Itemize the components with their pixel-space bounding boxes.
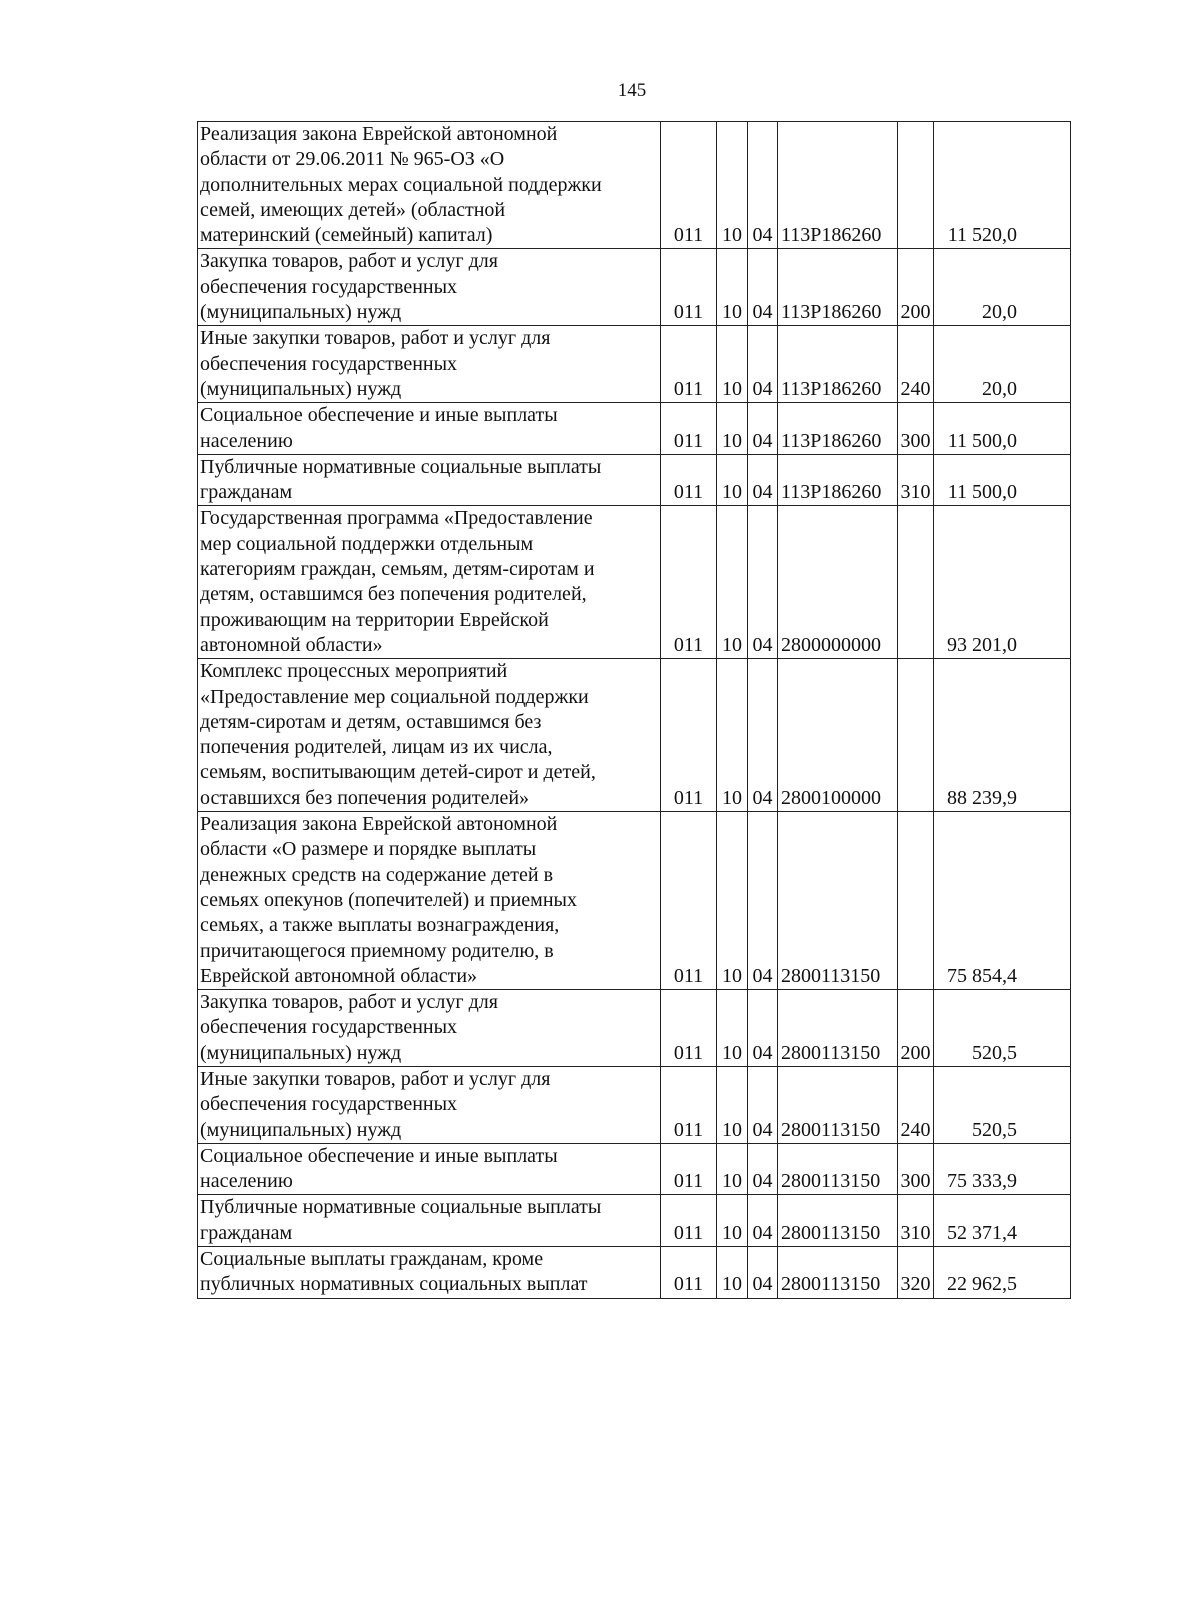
cell-section: 10 xyxy=(717,1143,748,1195)
cell-subsection: 04 xyxy=(748,506,778,659)
name-line: дополнительных мерах социальной поддержки xyxy=(200,173,602,196)
cell-ved-code: 011 xyxy=(661,506,717,659)
cell-amount: 93 201,0 xyxy=(934,506,1071,659)
cell-subsection: 04 xyxy=(748,1143,778,1195)
cell-expense-type: 240 xyxy=(898,1066,934,1143)
table-row xyxy=(198,1195,1071,1247)
cell-expense-type: 200 xyxy=(898,249,934,326)
cell-ved-code: 011 xyxy=(661,659,717,812)
name-line: Комплекс процессных мероприятий xyxy=(200,660,508,683)
name-line: проживающим на территории Еврейской xyxy=(200,608,549,631)
cell-name xyxy=(198,659,661,812)
cell-amount: 88 239,9 xyxy=(934,659,1071,812)
cell-name xyxy=(198,122,661,249)
name-line: Публичные нормативные социальные выплаты xyxy=(200,455,602,478)
name-line: обеспечения государственных xyxy=(200,1093,458,1116)
cell-subsection: 04 xyxy=(748,403,778,455)
name-line: Социальное обеспечение и иные выплаты xyxy=(200,1144,558,1167)
cell-section: 10 xyxy=(717,454,748,506)
name-line: попечения родителей, лицам из их числа, xyxy=(200,736,553,759)
cell-name xyxy=(198,812,661,990)
table-row xyxy=(198,249,1071,326)
cell-name xyxy=(198,403,661,455)
cell-target-article: 2800000000 xyxy=(778,506,898,659)
cell-subsection: 04 xyxy=(748,1195,778,1247)
name-line: обеспечения государственных xyxy=(200,352,458,375)
cell-amount: 520,5 xyxy=(934,1066,1071,1143)
cell-subsection: 04 xyxy=(748,1247,778,1299)
cell-subsection: 04 xyxy=(748,249,778,326)
cell-section: 10 xyxy=(717,326,748,403)
table-row xyxy=(198,1143,1071,1195)
cell-amount: 20,0 xyxy=(934,249,1071,326)
cell-name xyxy=(198,1143,661,1195)
name-line: детям, оставшимся без попечения родителей, xyxy=(200,583,587,606)
cell-section: 10 xyxy=(717,1247,748,1299)
name-line: семьям, воспитывающим детей-сирот и детей, xyxy=(200,761,596,784)
cell-ved-code: 011 xyxy=(661,812,717,990)
cell-target-article: 113P186260 xyxy=(778,122,898,249)
cell-target-article: 113P186260 xyxy=(778,403,898,455)
name-line: мер социальной поддержки отдельным xyxy=(200,532,534,555)
cell-ved-code: 011 xyxy=(661,326,717,403)
cell-expense-type: 310 xyxy=(898,454,934,506)
cell-ved-code: 011 xyxy=(661,249,717,326)
cell-target-article: 2800113150 xyxy=(778,1247,898,1299)
name-line: Реализация закона Еврейской автономной xyxy=(200,813,558,836)
name-line: обеспечения государственных xyxy=(200,275,458,298)
cell-name xyxy=(198,326,661,403)
cell-expense-type xyxy=(898,122,934,249)
cell-name xyxy=(198,506,661,659)
name-line: области от 29.06.2011 № 965-ОЗ «О xyxy=(200,148,505,171)
cell-ved-code: 011 xyxy=(661,1143,717,1195)
cell-expense-type: 310 xyxy=(898,1195,934,1247)
cell-ved-code: 011 xyxy=(661,122,717,249)
cell-expense-type: 320 xyxy=(898,1247,934,1299)
name-line: семьях опекунов (попечителей) и приемных xyxy=(200,888,577,911)
cell-section: 10 xyxy=(717,1195,748,1247)
cell-target-article: 113P186260 xyxy=(778,249,898,326)
cell-target-article: 113P186260 xyxy=(778,454,898,506)
table-row xyxy=(198,812,1071,990)
name-line: детям-сиротам и детям, оставшимся без xyxy=(200,710,542,733)
cell-target-article: 2800100000 xyxy=(778,659,898,812)
cell-section: 10 xyxy=(717,812,748,990)
name-line: Государственная программа «Предоставление xyxy=(200,507,593,530)
cell-amount: 22 962,5 xyxy=(934,1247,1071,1299)
cell-section: 10 xyxy=(717,1066,748,1143)
cell-ved-code: 011 xyxy=(661,1066,717,1143)
cell-amount: 520,5 xyxy=(934,990,1071,1067)
cell-subsection: 04 xyxy=(748,122,778,249)
cell-expense-type xyxy=(898,506,934,659)
name-line: области «О размере и порядке выплаты xyxy=(200,838,537,861)
name-line: гражданам xyxy=(200,1221,293,1244)
name-line: Реализация закона Еврейской автономной xyxy=(200,123,558,145)
table-row xyxy=(198,506,1071,659)
name-line: Публичные нормативные социальные выплаты xyxy=(200,1196,602,1219)
cell-subsection: 04 xyxy=(748,812,778,990)
cell-target-article: 113P186260 xyxy=(778,326,898,403)
name-line: «Предоставление мер социальной поддержки xyxy=(200,685,589,708)
name-line: Закупка товаров, работ и услуг для xyxy=(200,991,498,1014)
cell-section: 10 xyxy=(717,122,748,249)
table-row xyxy=(198,1247,1071,1299)
cell-amount: 11 520,0 xyxy=(934,122,1071,249)
cell-name xyxy=(198,1247,661,1299)
cell-name xyxy=(198,454,661,506)
cell-section: 10 xyxy=(717,249,748,326)
cell-subsection: 04 xyxy=(748,659,778,812)
cell-ved-code: 011 xyxy=(661,1247,717,1299)
cell-section: 10 xyxy=(717,403,748,455)
cell-ved-code: 011 xyxy=(661,403,717,455)
cell-subsection: 04 xyxy=(748,326,778,403)
table-body xyxy=(198,122,1071,1299)
name-line: материнский (семейный) капитал) xyxy=(200,224,493,247)
name-line: (муниципальных) нужд xyxy=(200,1118,402,1141)
cell-section: 10 xyxy=(717,506,748,659)
name-line: Социальные выплаты гражданам, кроме xyxy=(200,1248,544,1271)
cell-target-article: 2800113150 xyxy=(778,990,898,1067)
name-line: обеспечения государственных xyxy=(200,1016,458,1039)
table-row xyxy=(198,403,1071,455)
cell-amount: 20,0 xyxy=(934,326,1071,403)
page-number: 145 xyxy=(617,80,647,101)
cell-name xyxy=(198,990,661,1067)
cell-subsection: 04 xyxy=(748,1066,778,1143)
cell-ved-code: 011 xyxy=(661,990,717,1067)
table-row xyxy=(198,326,1071,403)
cell-target-article: 2800113150 xyxy=(778,812,898,990)
cell-subsection: 04 xyxy=(748,990,778,1067)
table-row xyxy=(198,659,1071,812)
table-row xyxy=(198,122,1071,249)
name-line: Иные закупки товаров, работ и услуг для xyxy=(200,327,551,350)
cell-name xyxy=(198,1066,661,1143)
cell-amount: 75 854,4 xyxy=(934,812,1071,990)
cell-expense-type: 240 xyxy=(898,326,934,403)
cell-name xyxy=(198,249,661,326)
name-line: публичных нормативных социальных выплат xyxy=(200,1273,588,1296)
name-line: гражданам xyxy=(200,481,293,504)
name-line: причитающегося приемному родителю, в xyxy=(200,939,554,962)
budget-table xyxy=(197,121,1071,1299)
cell-expense-type: 300 xyxy=(898,403,934,455)
table-row xyxy=(198,990,1071,1067)
cell-ved-code: 011 xyxy=(661,454,717,506)
cell-expense-type xyxy=(898,812,934,990)
cell-target-article: 2800113150 xyxy=(778,1195,898,1247)
name-line: категориям граждан, семьям, детям-сиротам и xyxy=(200,558,595,581)
cell-expense-type: 300 xyxy=(898,1143,934,1195)
name-line: Еврейской автономной области» xyxy=(200,964,478,987)
cell-amount: 11 500,0 xyxy=(934,403,1071,455)
table-row xyxy=(198,454,1071,506)
cell-section: 10 xyxy=(717,990,748,1067)
cell-amount: 11 500,0 xyxy=(934,454,1071,506)
name-line: семьях, а также выплаты вознаграждения, xyxy=(200,914,560,937)
cell-ved-code: 011 xyxy=(661,1195,717,1247)
name-line: (муниципальных) нужд xyxy=(200,301,402,324)
cell-name xyxy=(198,1195,661,1247)
name-line: (муниципальных) нужд xyxy=(200,1041,402,1064)
name-line: населению xyxy=(200,1170,293,1193)
cell-target-article: 2800113150 xyxy=(778,1066,898,1143)
name-line: Социальное обеспечение и иные выплаты xyxy=(200,404,558,427)
name-line: денежных средств на содержание детей в xyxy=(200,863,554,886)
table-row xyxy=(198,1066,1071,1143)
cell-section: 10 xyxy=(717,659,748,812)
cell-target-article: 2800113150 xyxy=(778,1143,898,1195)
cell-amount: 52 371,4 xyxy=(934,1195,1071,1247)
cell-subsection: 04 xyxy=(748,454,778,506)
cell-amount: 75 333,9 xyxy=(934,1143,1071,1195)
name-line: населению xyxy=(200,429,293,452)
name-line: оставшихся без попечения родителей» xyxy=(200,786,530,809)
name-line: Иные закупки товаров, работ и услуг для xyxy=(200,1067,551,1090)
name-line: Закупка товаров, работ и услуг для xyxy=(200,250,498,273)
name-line: (муниципальных) нужд xyxy=(200,377,402,400)
cell-expense-type xyxy=(898,659,934,812)
name-line: семей, имеющих детей» (областной xyxy=(200,198,506,221)
cell-expense-type: 200 xyxy=(898,990,934,1067)
name-line: автономной области» xyxy=(200,633,383,656)
